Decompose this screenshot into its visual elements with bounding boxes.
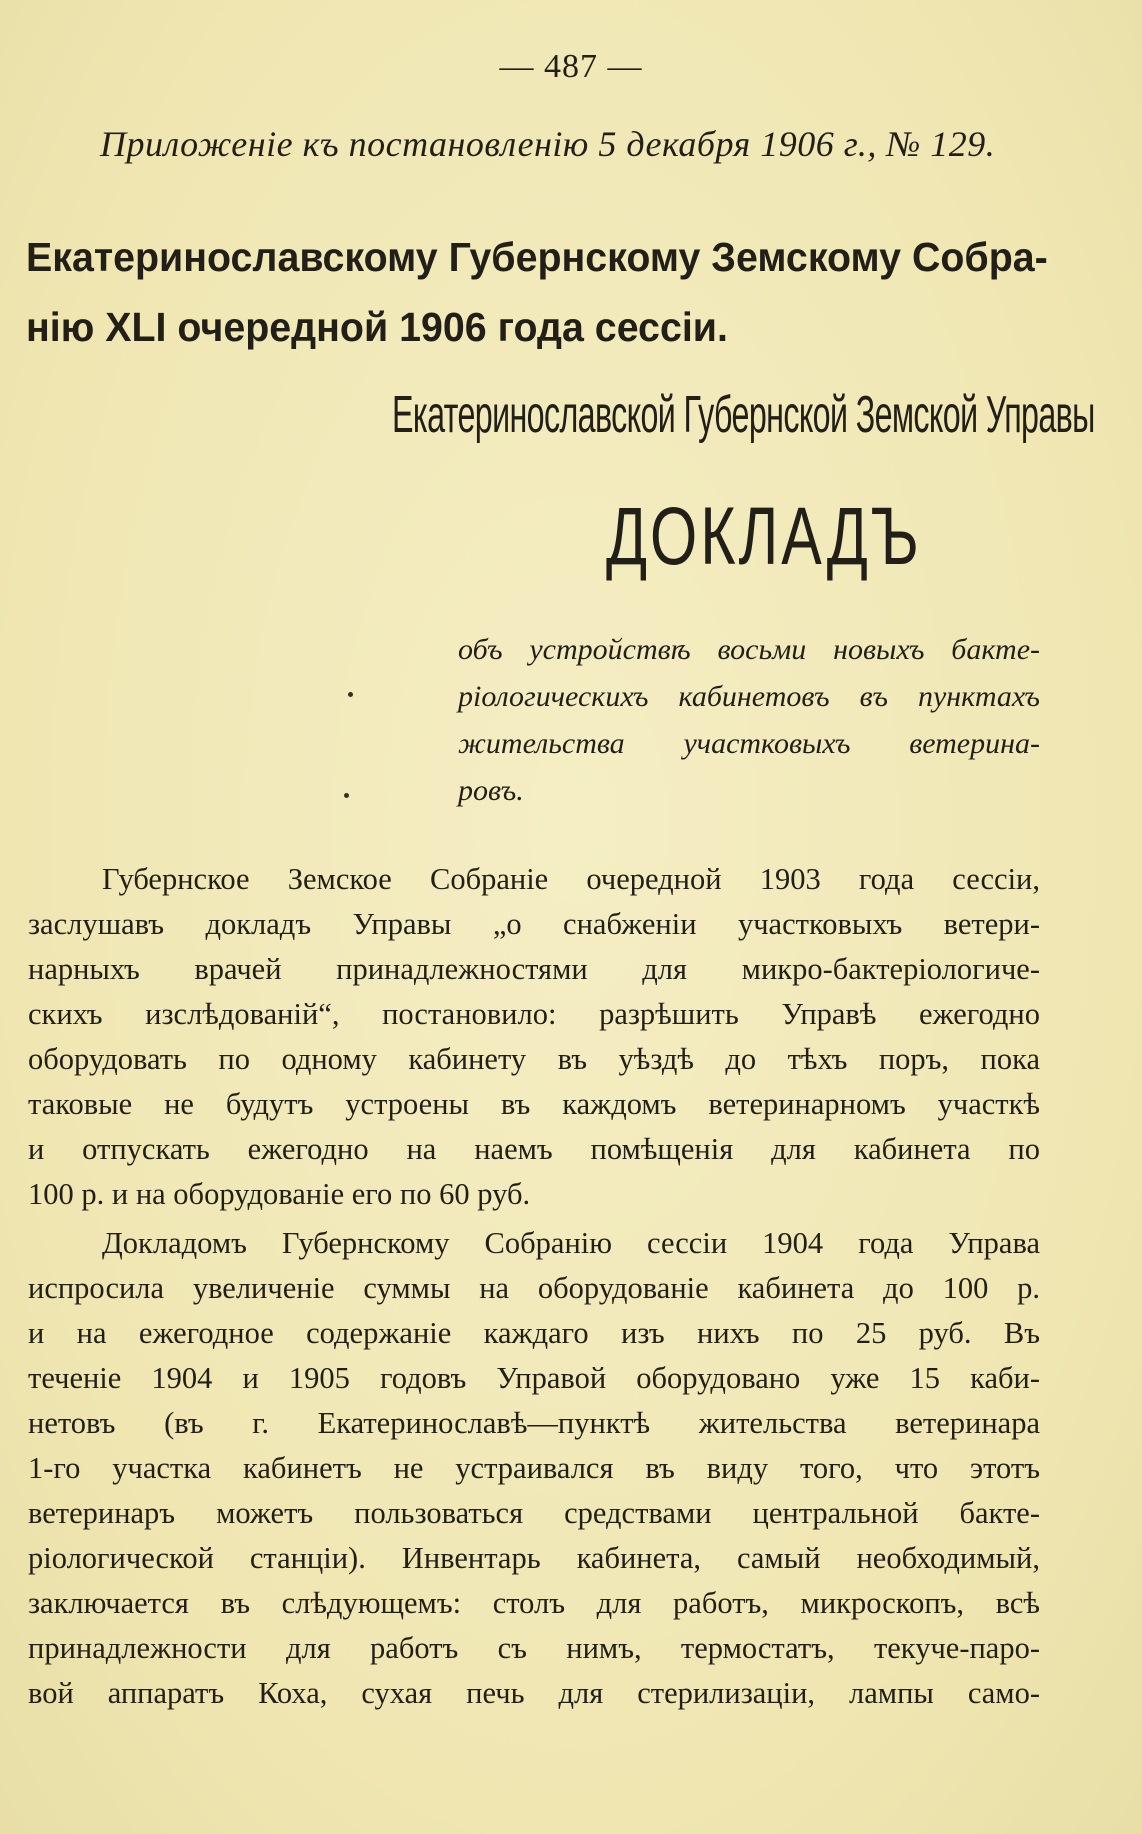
text-line: 100 р. и на оборудованіе его по 60 руб. bbox=[28, 1177, 531, 1211]
issuer-heading: Екатеринославской Губернской Земской Управы bbox=[392, 386, 1095, 444]
subject-line: объ устройствѣ восьми новыхъ бакте- bbox=[458, 633, 1040, 666]
stray-mark bbox=[348, 692, 353, 697]
addressee-heading-line: нію XLI очередной 1906 года сессіи. bbox=[26, 304, 728, 350]
subject-line: ріологическихъ кабинетовъ въ пунктахъ bbox=[458, 680, 1040, 713]
paragraph bbox=[28, 857, 1040, 1217]
addressee-heading bbox=[26, 222, 1048, 362]
text-line: и отпускать ежегодно на наемъ помѣщенія для кабинета по bbox=[28, 1132, 1040, 1166]
text-line: теченіе 1904 и 1905 годовъ Управой оборудовано уже 15 каби- bbox=[28, 1361, 1040, 1395]
text-line: и на ежегодное содержаніе каждаго изъ нихъ по 25 руб. Въ bbox=[28, 1316, 1040, 1350]
text-line: Докладомъ Губернскому Собранію сессіи 1904 года Управа bbox=[102, 1226, 1040, 1260]
text-line: ветеринаръ можетъ пользоваться средствами центральной бакте- bbox=[28, 1496, 1040, 1530]
text-line: заключается въ слѣдующемъ: столъ для работъ, микроскопъ, всѣ bbox=[28, 1586, 1040, 1620]
text-line: заслушавъ докладъ Управы „о снабженіи участковыхъ ветери- bbox=[28, 907, 1040, 941]
page-number: — 487 — bbox=[499, 48, 643, 85]
text-line: нарныхъ врачей принадлежностями для микро-бактеріологиче- bbox=[28, 952, 1040, 986]
text-line: Губернское Земское Собраніе очередной 1903 года сессіи, bbox=[102, 862, 1040, 896]
text-line: испросила увеличеніе суммы на оборудованіе кабинета до 100 р. bbox=[28, 1271, 1040, 1305]
subject-line: жительства участковыхъ ветерина- bbox=[458, 727, 1040, 760]
paragraph bbox=[28, 1221, 1040, 1716]
text-line: таковые не будутъ устроены въ каждомъ ветеринарномъ участкѣ bbox=[28, 1087, 1040, 1121]
text-line: 1-го участка кабинетъ не устраивался въ виду того, что этотъ bbox=[28, 1451, 1040, 1485]
text-line: вой аппаратъ Коха, сухая печь для стерилизаціи, лампы само- bbox=[28, 1676, 1040, 1710]
text-line: ріологической станціи). Инвентарь кабинета, самый необходимый, bbox=[28, 1541, 1040, 1575]
body-text bbox=[28, 857, 1040, 1720]
report-subject bbox=[458, 626, 1040, 814]
text-line: нетовъ (въ г. Екатеринославѣ—пунктѣ жительства ветеринара bbox=[28, 1406, 1040, 1440]
subject-line: ровъ. bbox=[458, 774, 524, 807]
text-line: принадлежности для работъ съ нимъ, термостатъ, текуче-паро- bbox=[28, 1631, 1040, 1665]
document-title: ДОКЛАДЪ bbox=[606, 491, 922, 582]
text-line: оборудовать по одному кабинету въ уѣздѣ до тѣхъ поръ, пока bbox=[28, 1042, 1040, 1076]
appendix-reference: Приложеніе къ постановленію 5 декабря 1906 г., № 129. bbox=[100, 124, 996, 164]
addressee-heading-line: Екатеринославскому Губернскому Земскому Собра- bbox=[26, 234, 1048, 280]
text-line: скихъ изслѣдованій“, постановило: разрѣшить Управѣ ежегодно bbox=[28, 997, 1040, 1031]
stray-mark bbox=[344, 793, 349, 798]
